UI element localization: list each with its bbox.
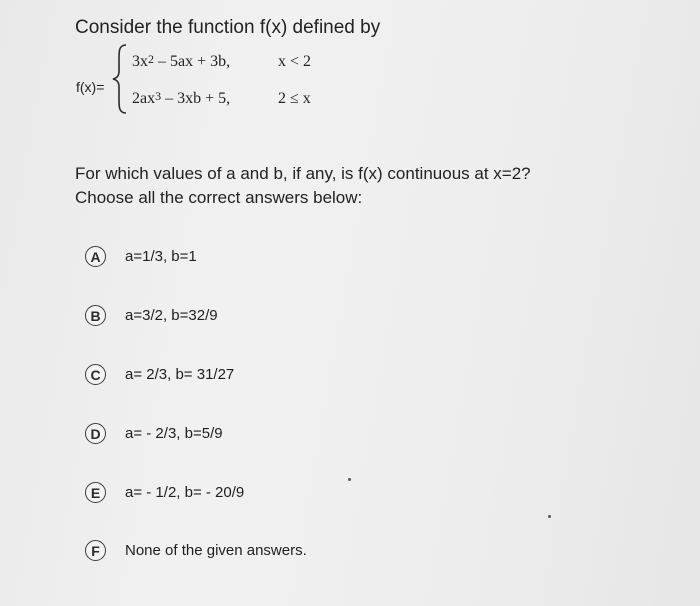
piece-2-expression xyxy=(132,90,230,108)
option-f-text: None of the given answers. xyxy=(125,542,307,559)
intro-text: Consider the function f(x) defined by xyxy=(75,17,381,38)
option-a-text: a=1/3, b=1 xyxy=(125,248,197,265)
option-e-text: a= - 1/2, b= - 20/9 xyxy=(125,484,245,501)
speck-mark xyxy=(348,478,351,481)
piece-1-expr-main: 3x xyxy=(132,53,148,70)
question-text xyxy=(75,162,531,210)
question-line-1: For which values of a and b, if any, is f(x) continuous at x=2? xyxy=(75,164,531,183)
option-c-text: a= 2/3, b= 31/27 xyxy=(125,366,235,383)
piece-2-expr-main: 2ax xyxy=(132,90,156,107)
option-c-letter: C xyxy=(85,364,106,385)
function-label: f(x)= xyxy=(76,79,105,95)
option-f[interactable] xyxy=(85,540,307,561)
piece-1-expression xyxy=(132,53,230,71)
option-c[interactable] xyxy=(85,364,234,385)
option-d-letter: D xyxy=(85,423,106,444)
option-e-letter: E xyxy=(85,482,106,503)
option-f-letter: F xyxy=(85,540,106,561)
speck-mark xyxy=(548,515,551,518)
option-a[interactable] xyxy=(85,246,197,267)
piece-2-condition: 2 ≤ x xyxy=(278,90,311,107)
option-b-text: a=3/2, b=32/9 xyxy=(125,307,218,324)
option-e[interactable] xyxy=(85,482,244,503)
left-brace-icon xyxy=(110,43,132,115)
option-d[interactable] xyxy=(85,423,223,444)
option-b-letter: B xyxy=(85,305,106,326)
option-b[interactable] xyxy=(85,305,218,326)
piece-2-exponent: 3 xyxy=(155,89,162,103)
piece-2-expr-rest: – 3xb + 5, xyxy=(165,90,231,107)
option-d-text: a= - 2/3, b=5/9 xyxy=(125,425,223,442)
question-line-2: Choose all the correct answers below: xyxy=(75,188,363,207)
option-a-letter: A xyxy=(85,246,106,267)
piece-1-exponent: 2 xyxy=(148,52,154,66)
piece-1-condition: x < 2 xyxy=(278,53,312,70)
piece-1-expr-rest: – 5ax + 3b, xyxy=(158,53,231,70)
